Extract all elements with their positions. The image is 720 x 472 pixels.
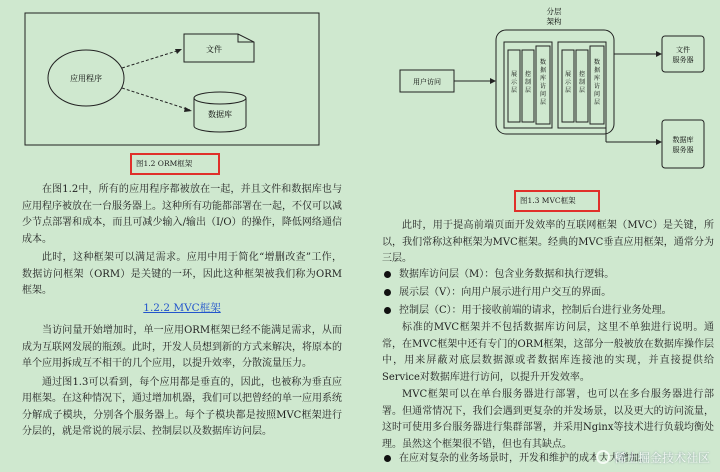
orm-diagram [24, 12, 320, 146]
db-server-2: 服务器 [672, 146, 694, 154]
file-server-2: 服务器 [672, 56, 694, 64]
layer-char: 访 [593, 83, 601, 90]
file-label: 文件 [206, 45, 222, 54]
layer-char: 层 [593, 99, 601, 106]
bullet-text-2: 展示层（V）：向用户展示进行用户交互的界面。 [399, 287, 612, 298]
layer-char: 数 [539, 59, 547, 66]
watermark [596, 449, 710, 466]
layer-char: 控 [578, 71, 586, 78]
bullet-item [382, 267, 714, 284]
layer-title-2: 架构 [546, 17, 562, 26]
left-text-block-2 [22, 323, 342, 441]
layer-char: 据 [539, 67, 547, 74]
layer-char: 制 [524, 79, 532, 86]
right-text-block-2 [382, 320, 714, 453]
left-para-3: 当访问量开始增加时，单一应用ORM框架已经不能满足需求，从而成为互联网发展的瓶颈。此时，开发人员想到新的方式来解决，将原本的单个应用拆成互不相干的几个应用，以提升效率，分散流量压力。 [22, 325, 342, 369]
left-text-block [22, 182, 342, 300]
left-para-4: 通过图1.3可以看到，每个应用都是垂直的，因此，也被称为垂直应用框架。在这种情况下，通过增加机器，我们可以把曾经的单一应用系统分解成子模块，分别各个服务器上。每个子模块都是按照MVC框架进行分层的，就是常说的展示层、控制层以及数据库访问层。 [22, 376, 342, 437]
layer-char: 层 [524, 87, 532, 94]
left-para-1: 在图1.2中，所有的应用程序都被放在一起，并且文件和数据库也与应用程序被放在一台服务器上。这种所有功能都部署在一起，不仅可以减少节点部署和成本，而且可减少输入/输出（I/O）的操作，降低网络通信成本。 [22, 184, 342, 245]
section-heading-mvc[interactable]: 1.2.2 MVC框架 [143, 302, 221, 314]
layer-char: 层 [510, 87, 518, 94]
bullet-item [382, 285, 714, 302]
layer-char: 展 [564, 71, 572, 78]
layer-char: 库 [539, 75, 547, 82]
bullet-text-3: 控制层（C）：用于接收前端的请求，控制后台进行业务处理。 [399, 305, 672, 316]
layer-char: 制 [578, 79, 586, 86]
watermark-text: 稀土掘金技术社区 [613, 451, 710, 465]
file-server-1: 文件 [676, 46, 690, 54]
layer-char: 访 [539, 83, 547, 90]
layer-char: 层 [578, 87, 586, 94]
layer-title-1: 分层 [546, 7, 562, 16]
layer-char: 问 [593, 91, 601, 98]
layer-char: 层 [539, 99, 547, 106]
bullet-dot-icon [384, 455, 391, 462]
app-label: 应用程序 [70, 74, 102, 83]
db-label: 数据库 [208, 110, 232, 119]
bullet-text-1: 数据库访问层（M）：包含业务数据和执行逻辑。 [399, 269, 615, 280]
fig12-caption: 图1.2 ORM框架 [130, 153, 220, 175]
layer-char: 层 [564, 87, 572, 94]
layer-char: 数 [593, 59, 601, 66]
layer-char: 展 [510, 71, 518, 78]
bullet-text-last: 在应对复杂的业务场景时，开发和维护的成本大大增加。 [399, 453, 649, 464]
layer-char: 示 [564, 79, 572, 86]
layer-char: 问 [539, 91, 547, 98]
bullet-item [382, 303, 714, 320]
right-para-3: MVC框架可以在单台服务器进行部署，也可以在多台服务器进行部署。但通常情况下，我们会遇到更复杂的并发场景，以及更大的访问流量，这时可使用多台服务器进行集群部署，并采用Nginx等技术进行负载均衡处理。虽然这个框架很不错，但也有其缺点。 [382, 389, 714, 450]
bullet-dot-icon [384, 307, 391, 314]
user-access-label: 用户访问 [413, 78, 441, 86]
right-text-block [382, 218, 714, 268]
mvc-diagram [396, 2, 708, 188]
juejin-logo-icon [596, 450, 610, 464]
bullet-dot-icon [384, 289, 391, 296]
fig13-caption: 图1.3 MVC框架 [514, 190, 600, 212]
layer-char: 控 [524, 71, 532, 78]
right-para-2: 标准的MVC框架并不包括数据库访问层，这里不单独进行说明。通常，在MVC框架中还有专门的ORM框架，这部分一般被放在数据库操作层中，用来屏蔽对底层数据源或者数据库连接池的实现，并直接提供给Service对数据库进行访问，以提升开发效率。 [382, 322, 714, 383]
left-para-2: 此时，这种框架可以满足需求。应用中用于简化“增删改查”工作，数据访问框架（ORM）是关键的一环，因此这种框架被我们称为ORM框架。 [22, 252, 342, 296]
layer-char: 示 [510, 79, 518, 86]
layer-char: 据 [593, 67, 601, 74]
layer-char: 库 [593, 75, 601, 82]
db-server-1: 数据库 [672, 136, 694, 144]
right-para-1: 此时，用于提高前端页面开发效率的互联网框架（MVC）是关键，所以，我们常称这种框架为MVC框架。经典的MVC垂直应用框架，通常分为三层。 [382, 220, 714, 264]
bullet-dot-icon [384, 271, 391, 278]
